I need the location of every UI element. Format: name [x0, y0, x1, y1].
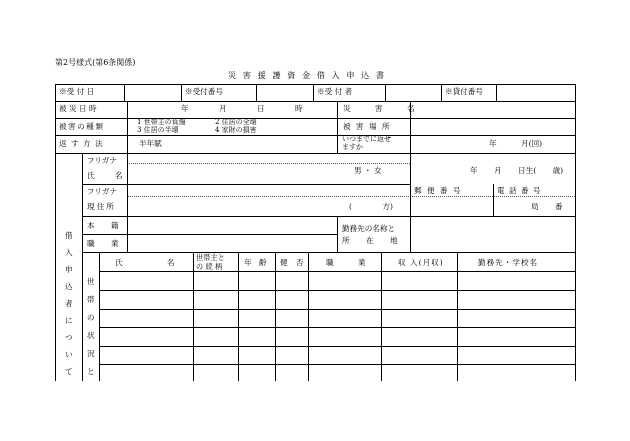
phone-exchange: 局 番: [531, 202, 563, 211]
address-care-of: ( 方): [349, 202, 393, 211]
repayment-deadline-label-2: ますか: [342, 143, 363, 151]
repayment-method-label: 返 す 方 法: [59, 139, 104, 148]
postal-code-label: 郵 便 番 号: [414, 186, 463, 195]
household-header-income: 収 入(月収): [398, 258, 444, 267]
occupation-label: 職 業: [87, 239, 119, 248]
furigana-label: フリガナ: [87, 156, 117, 165]
phone-label: 電 話 番 号: [497, 186, 542, 195]
household-header-relation-2: の 続 柄: [196, 262, 223, 271]
household-header-name: 氏 名: [115, 258, 175, 267]
form-title: 災 害 援 護 資 金 借 入 申 込 書: [228, 70, 387, 80]
workplace-label-1: 勤務先の名称と: [342, 224, 396, 233]
damage-place-label: 被 害 場 所: [343, 122, 392, 131]
gender-options: 男 ・ 女: [354, 166, 382, 175]
repayment-deadline-label-1: いつまでに返せ: [342, 135, 391, 143]
damage-type-label: 被害の種類: [59, 122, 105, 131]
repayment-method-value: 半年賦: [139, 139, 162, 148]
birth-date: 年 月 日生( 歳): [470, 166, 564, 175]
repayment-deadline-value: 年 月(回): [489, 139, 543, 148]
damage-type-2: 2 住居の全壊: [215, 118, 257, 126]
domicile-label: 本 籍: [87, 221, 119, 230]
household-header-health: 健 否: [280, 258, 304, 267]
address-label: 現住所: [87, 202, 116, 211]
household-header-workplace: 勤務先・学校名: [478, 258, 539, 267]
damage-type-3: 3 住居の半壊: [137, 126, 179, 134]
receptionist-label: ※受 付 者: [317, 87, 353, 96]
form-number: 第2号様式(第6条関係): [55, 58, 136, 67]
receipt-number-label: ※受付番号: [185, 87, 223, 96]
household-header-age: 年 齢: [244, 258, 267, 267]
damage-type-1: 1 世帯主の負傷: [137, 118, 186, 126]
disaster-date-label: 被 災 日 時: [59, 104, 97, 113]
household-header-relation-1: 世帯主と: [196, 253, 225, 262]
furigana-label-address: フリガナ: [87, 187, 117, 196]
applicant-name-label: 氏 名: [87, 171, 123, 180]
receipt-date-label: ※受 付 日: [59, 87, 95, 96]
workplace-label-2: 所 在 地: [342, 236, 398, 245]
disaster-name-label: 災 害 名: [343, 104, 415, 113]
disaster-date-value: 年 月 日 時: [181, 104, 303, 113]
loan-number-label: ※貸付番号: [445, 87, 483, 96]
household-header-occupation: 職 業: [326, 258, 366, 267]
damage-type-4: 4 家財の損害: [215, 126, 257, 134]
